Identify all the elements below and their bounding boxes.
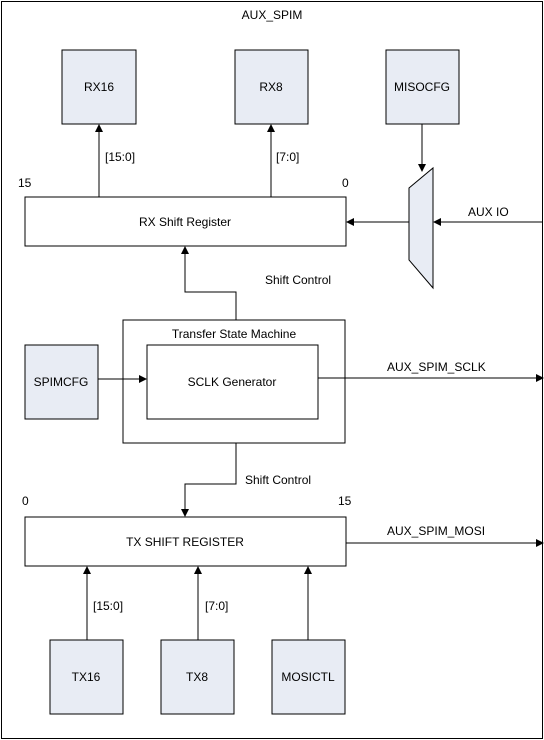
shift-control-bottom-label: Shift Control: [245, 473, 312, 487]
transfer-state-machine-label: Transfer State Machine: [171, 327, 297, 341]
aux-io-label: AUX IO: [468, 205, 509, 219]
tx16-bits-label: [15:0]: [93, 599, 124, 613]
sclk-generator-label: SCLK Generator: [187, 375, 277, 389]
tx16-label: TX16: [71, 670, 101, 684]
shift-control-top-label: Shift Control: [265, 273, 332, 287]
diagram-title: AUX_SPIM: [241, 8, 303, 22]
rx-shift-register-label: RX Shift Register: [138, 215, 232, 229]
spimcfg-label: SPIMCFG: [33, 375, 89, 389]
rx-bit-low: 0: [342, 176, 349, 190]
rx8-bits-label: [7:0]: [276, 150, 300, 164]
rx8-label: RX8: [259, 80, 283, 94]
tx8-label: TX8: [185, 670, 209, 684]
rx-bit-high: 15: [18, 176, 32, 190]
mosi-output-label: AUX_SPIM_MOSI: [387, 524, 486, 538]
misocfg-label: MISOCFG: [394, 80, 450, 94]
rx16-bits-label: [15:0]: [105, 150, 136, 164]
mosictl-label: MOSICTL: [281, 670, 335, 684]
tx-shift-register-label: TX SHIFT REGISTER: [126, 535, 244, 549]
tx-bit-high: 15: [338, 494, 352, 508]
tx-bit-low: 0: [22, 494, 29, 508]
sclk-output-label: AUX_SPIM_SCLK: [387, 360, 486, 374]
rx16-label: RX16: [83, 80, 115, 94]
tx8-bits-label: [7:0]: [205, 599, 229, 613]
